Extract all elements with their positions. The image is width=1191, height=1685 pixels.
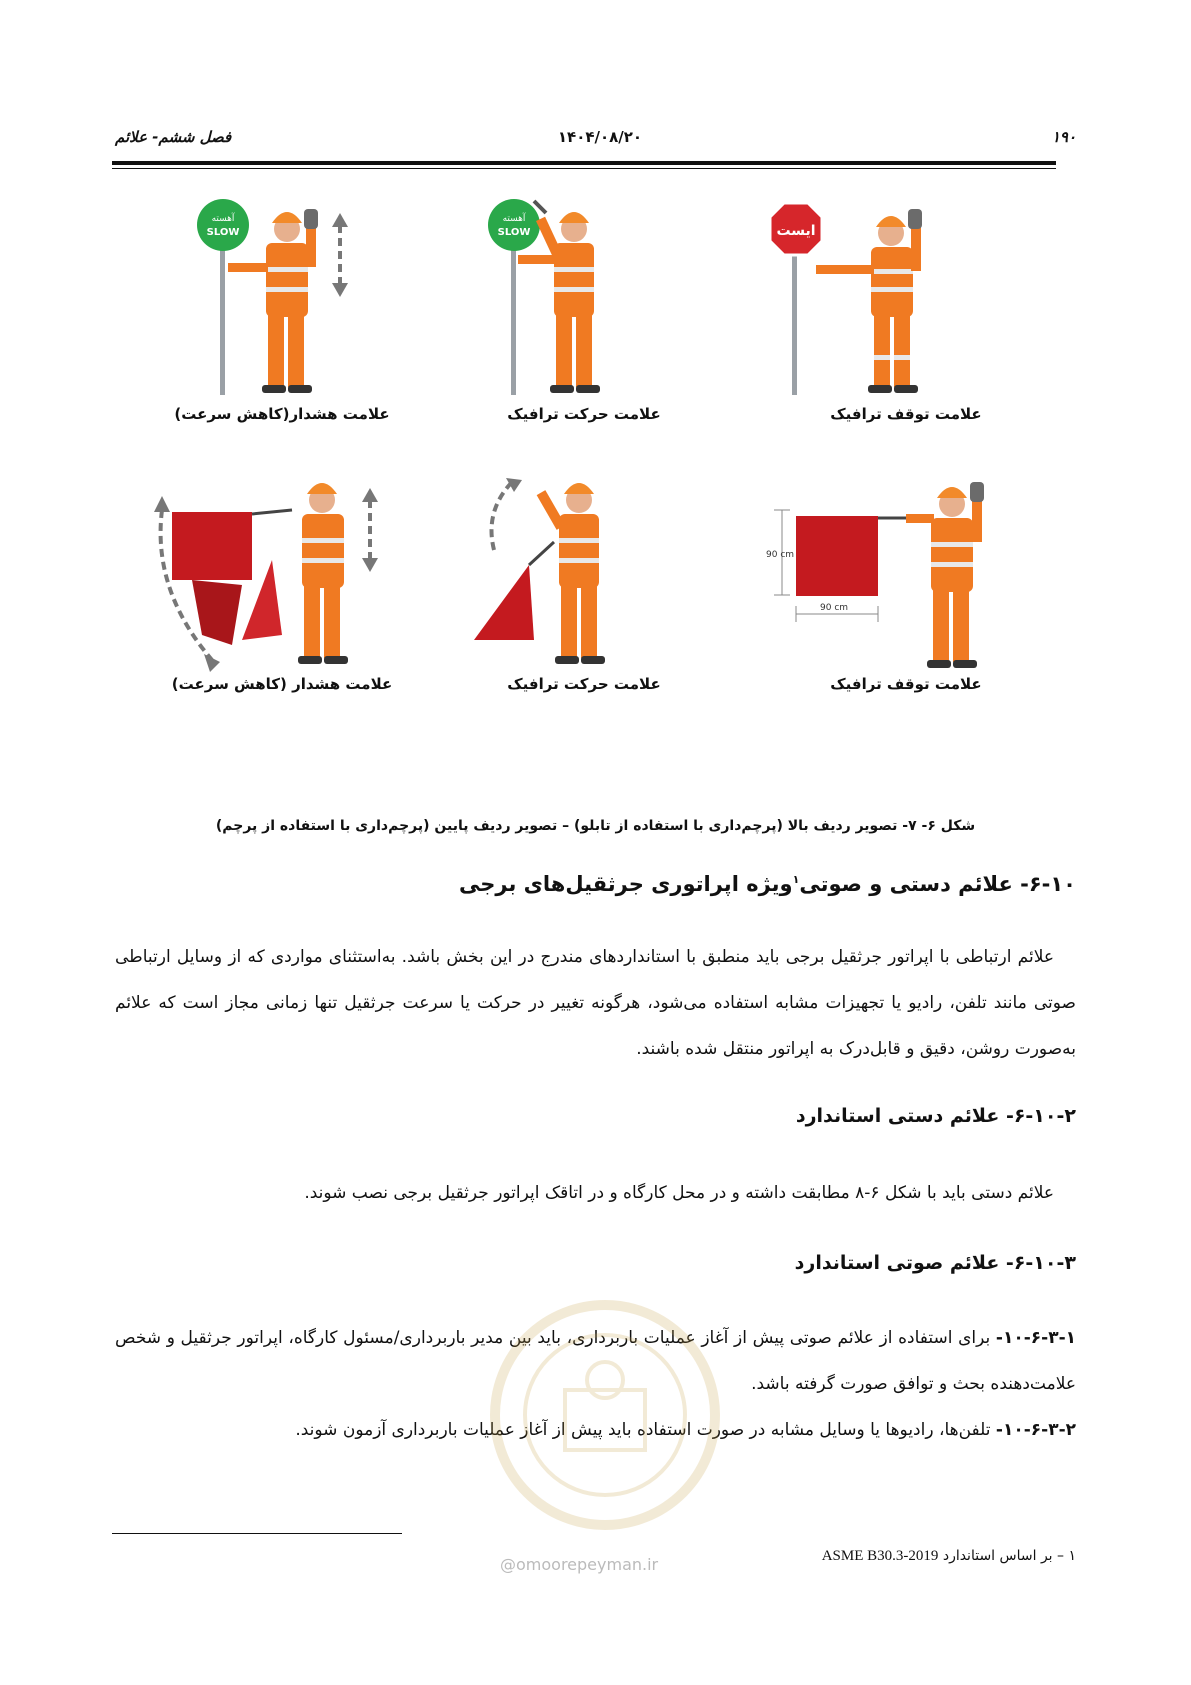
figure-slow-flag — [132, 470, 432, 740]
section-heading — [115, 872, 1076, 896]
figure-slow-sign — [132, 195, 432, 465]
stop-sign-text: ایست — [776, 223, 816, 239]
flagger-stop-sign-illustration — [756, 195, 1056, 425]
watermark-seal-icon — [480, 1270, 730, 1560]
caption-slow-flag: علامت هشدار (کاهش سرعت) — [171, 675, 393, 693]
footnote-rule — [112, 1533, 402, 1534]
audio-item-1-text: برای استفاده از علائم صوتی پیش از آغاز عملیات باربرداری، باید بین مدیر باربرداری/مسئول کارگاه، اپراتور جرثقیل و شخص علامت‌دهنده بحث و توافق صورت گرفته باشد. — [115, 1328, 1076, 1394]
watermark-text: @omoorepeyman.ir — [500, 1555, 659, 1574]
header-rule-thick — [112, 161, 1056, 165]
manual-signals-paragraph: علائم دستی باید با شکل ۶-۸ مطابقت داشته و در محل کارگاه و در اتاقک اپراتور جرثقیل برجی نصب شوند. — [304, 1183, 1054, 1203]
footnote — [822, 1548, 1076, 1565]
flagger-go-sign-illustration — [434, 195, 734, 425]
figure-go-sign — [434, 195, 734, 465]
intro-paragraph-block — [115, 934, 1076, 1072]
figure-go-flag — [434, 470, 734, 740]
go-sign-text-en: SLOW — [497, 227, 531, 238]
flagging-figure — [112, 195, 1056, 785]
figure-stop-sign — [756, 195, 1056, 465]
chapter-title: فصل ششم- علائم — [115, 128, 232, 146]
flagger-slow-flag-illustration — [132, 470, 432, 700]
flagger-stop-flag-illustration — [756, 470, 1056, 700]
caption-stop-sign: علامت توقف ترافیک — [830, 405, 982, 423]
manual-signals-paragraph-block — [115, 1170, 1076, 1216]
caption-stop-flag: علامت توقف ترافیک — [830, 675, 982, 693]
page-number: ۱۹۰ — [1051, 128, 1076, 146]
flagger-slow-sign-illustration — [132, 195, 432, 425]
dim-vertical-label: 90 cm — [766, 550, 795, 560]
caption-go-sign: علامت حرکت ترافیک — [507, 405, 661, 423]
header-date: ۱۴۰۴/۰۸/۲۰ — [557, 128, 643, 146]
footnote-text: ۱ – بر اساس استاندارد — [942, 1548, 1076, 1564]
slow-sign-text-en: SLOW — [206, 227, 240, 238]
intro-paragraph: علائم ارتباطی با اپراتور جرثقیل برجی باید منطبق با استانداردهای مندرج در این بخش باشد. به‌استثنای مواردی که از وسایل ارتباطی صوتی مانند تلفن، رادیو یا تجهیزات مشابه استفاده می‌شود، هرگونه تغییر در حرکت یا سرعت جرثقیل تنها زمانی مجاز است که علائم به‌صورت روشن، دقیق و قابل‌درک به اپراتور منتقل شده باشند. — [115, 947, 1076, 1059]
flagger-go-flag-illustration — [434, 470, 734, 700]
figure-stop-flag — [756, 470, 1056, 740]
caption-slow-sign: علامت هشدار(کاهش سرعت) — [174, 405, 390, 423]
audio-item-2-text: تلفن‌ها، رادیوها یا وسایل مشابه در صورت استفاده باید پیش از آغاز عملیات باربرداری آزمون شوند. — [295, 1420, 996, 1440]
heading-footnote-ref: ۱ — [792, 873, 800, 886]
audio-item-2-number: ۱۰-۶-۳-۲- — [995, 1420, 1076, 1440]
caption-go-flag: علامت حرکت ترافیک — [507, 675, 661, 693]
go-sign-text-fa: آهسته — [502, 214, 526, 224]
header-rule-thin — [112, 168, 1056, 169]
subsection-manual-signals-title: ۶-۱۰-۲- علائم دستی استاندارد — [795, 1105, 1076, 1127]
heading-main: ۶-۱۰- علائم دستی و صوتی — [799, 872, 1076, 896]
footnote-standard: ASME B30.3-2019 — [821, 1548, 939, 1564]
slow-sign-text-fa: آهسته — [211, 214, 235, 224]
heading-rest: ویژه اپراتوری جرثقیل‌های برجی — [459, 872, 793, 896]
audio-item-1-number: ۱۰-۶-۳-۱- — [995, 1328, 1076, 1348]
figure-caption: شکل ۶- ۷- تصویر ردیف بالا (پرچم‌داری با استفاده از تابلو) – تصویر ردیف پایین (پرچم‌داری با استفاده از پرچم) — [215, 818, 976, 834]
dim-horizontal-label: 90 cm — [820, 603, 849, 613]
subsection-audio-signals-title: ۶-۱۰-۳- علائم صوتی استاندارد — [794, 1252, 1076, 1274]
